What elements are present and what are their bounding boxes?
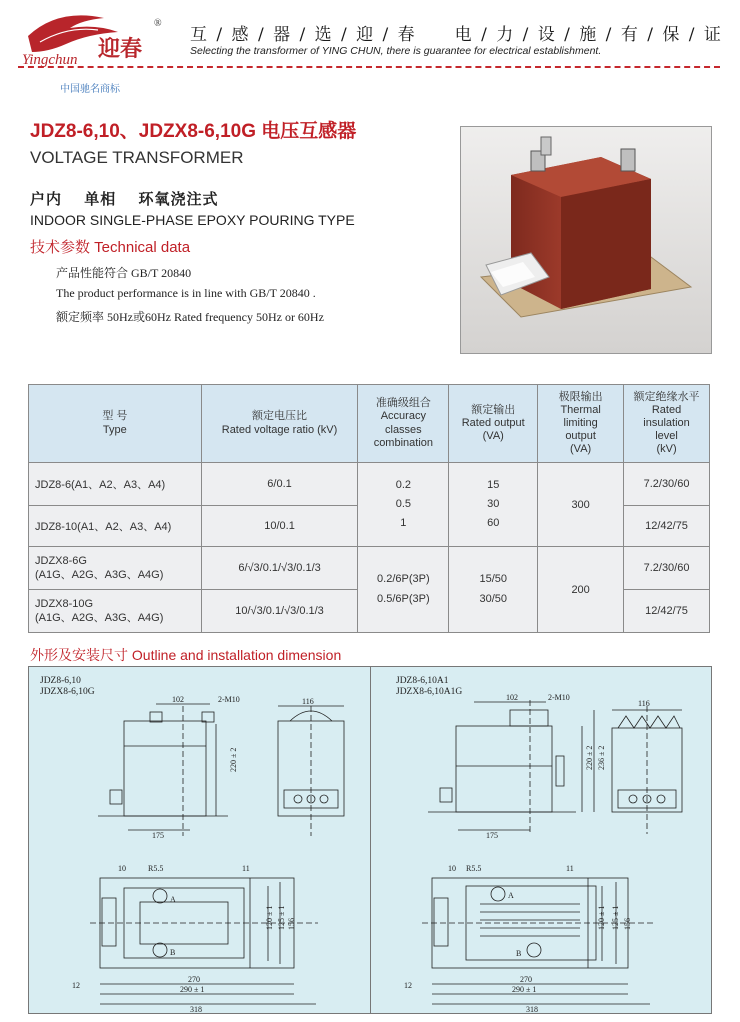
- brand-subtitle: 中国驰名商标: [60, 84, 120, 95]
- right-model-label-2: JDZX8-6,10A1G: [396, 687, 463, 697]
- terminal-a: A: [508, 891, 514, 900]
- dim-125: 125 ± 1: [611, 905, 620, 930]
- table-header-row: [29, 385, 710, 463]
- cell-voltage-ratio: 6/0.1: [201, 463, 358, 506]
- dim-2-m10: 2-M10: [218, 695, 240, 704]
- header-voltage-ratio: 额定电压比 Rated voltage ratio (kV): [201, 385, 358, 463]
- outline-drawing-left: [28, 666, 370, 1014]
- right-model-label-1: JDZ8-6,10A1: [396, 676, 449, 686]
- header-rated-output: 额定输出 Rated output (VA): [449, 385, 538, 463]
- dim-12: 12: [72, 981, 80, 990]
- dim-102: 102: [506, 693, 518, 702]
- product-title-cn: JDZ8-6,10、JDZX8-6,10G 电压互感器: [30, 121, 357, 142]
- dim-156: 156: [623, 918, 632, 930]
- dim-10: 10: [118, 864, 126, 873]
- cell-type: JDZ8-10(A1、A2、A3、A4): [29, 506, 202, 547]
- dim-11: 11: [242, 864, 250, 873]
- dim-318: 318: [526, 1005, 538, 1014]
- cell-type: JDZX8-10G (A1G、A2G、A3G、A4G): [29, 590, 202, 633]
- cell-thermal-output: 300: [538, 463, 624, 547]
- dim-318: 318: [190, 1005, 202, 1014]
- slogan-cn: 互 / 感 / 器 / 选 / 迎 / 春 电 / 力 / 设 / 施 / 有 / 保 / 证: [190, 25, 723, 45]
- front-body: [124, 721, 206, 816]
- product-title-en: VOLTAGE TRANSFORMER: [30, 148, 244, 167]
- dim-290: 290 ± 1: [512, 985, 537, 994]
- cell-thermal-output: 200: [538, 547, 624, 633]
- dim-270: 270: [520, 975, 532, 984]
- dim-120: 120 ± 1: [265, 905, 274, 930]
- cell-insulation-level: 12/42/75: [624, 590, 710, 633]
- dim-120: 120 ± 1: [597, 905, 606, 930]
- terminal-b: B: [170, 948, 176, 957]
- dim-236: 236 ± 2: [597, 745, 606, 770]
- dim-102: 102: [172, 695, 184, 704]
- dim-2-m10: 2-M10: [548, 693, 570, 702]
- cell-voltage-ratio: 6/√3/0.1/√3/0.1/3: [201, 547, 358, 590]
- cell-rated-output: 15 30 60: [449, 463, 538, 547]
- cell-rated-output: 15/50 30/50: [449, 547, 538, 633]
- technical-data-table: [28, 384, 710, 633]
- cell-accuracy: 0.2 0.5 1: [358, 463, 449, 547]
- dim-220: 220 ± 2: [585, 745, 594, 770]
- cell-type: JDZX8-6G (A1G、A2G、A3G、A4G): [29, 547, 202, 590]
- cell-insulation-level: 12/42/75: [624, 506, 710, 547]
- outline-drawing-right: [370, 666, 710, 1014]
- dim-270: 270: [188, 975, 200, 984]
- brand-logo: [18, 6, 168, 74]
- cell-voltage-ratio: 10/0.1: [201, 506, 358, 547]
- dim-116: 116: [302, 697, 314, 706]
- voltage-transformer-photo: [460, 126, 712, 354]
- front-body: [456, 726, 552, 812]
- dimension-heading: 外形及安装尺寸 Outline and installation dimension: [30, 647, 342, 663]
- dim-r5-5: R5.5: [148, 864, 164, 873]
- header-type: 型 号 Type: [29, 385, 202, 463]
- registered-mark: ®: [154, 18, 162, 29]
- dim-11: 11: [566, 864, 574, 873]
- cell-insulation-level: 7.2/30/60: [624, 547, 710, 590]
- left-model-label-2: JDZX8-6,10G: [40, 687, 95, 697]
- dim-290: 290 ± 1: [180, 985, 205, 994]
- brand-name: Yingchun: [22, 52, 78, 68]
- dim-175: 175: [486, 831, 498, 840]
- table-row: [29, 547, 710, 590]
- cell-insulation-level: 7.2/30/60: [624, 463, 710, 506]
- terminal-b: B: [516, 949, 522, 958]
- dim-220: 220 ± 2: [229, 747, 238, 772]
- cell-type: JDZ8-6(A1、A2、A3、A4): [29, 463, 202, 506]
- dim-156: 156: [287, 918, 296, 930]
- header-insulation-level: 额定绝缘水平 Rated insulation level (kV): [624, 385, 710, 463]
- dim-r5-5: R5.5: [466, 864, 482, 873]
- left-model-label-1: JDZ8-6,10: [40, 676, 81, 686]
- perf-line-3: 额定频率 50Hz或60Hz Rated frequency 50Hz or 60Hz: [56, 310, 324, 324]
- terminal-a: A: [170, 895, 176, 904]
- dim-125: 125 ± 1: [277, 905, 286, 930]
- technical-data-heading: 技术参数 Technical data: [30, 239, 191, 256]
- cell-accuracy: 0.2/6P(3P) 0.5/6P(3P): [358, 547, 449, 633]
- header-accuracy: 准确级组合 Accuracy classes combination: [358, 385, 449, 463]
- brand-cn: 迎春: [98, 36, 143, 61]
- header-divider: [18, 66, 720, 68]
- dim-12: 12: [404, 981, 412, 990]
- dim-10: 10: [448, 864, 456, 873]
- perf-line-2: The product performance is in line with GB/T 20840 .: [56, 286, 316, 300]
- product-type-en: INDOOR SINGLE-PHASE EPOXY POURING TYPE: [30, 212, 355, 228]
- product-type-cn: 户内 单相 环氧浇注式: [30, 190, 219, 208]
- header-thermal-output: 极限输出 Thermal limiting output (VA): [538, 385, 624, 463]
- slogan-en: Selecting the transformer of YING CHUN, there is guarantee for electrical establishment.: [190, 45, 602, 57]
- dim-116: 116: [638, 699, 650, 708]
- perf-line-1: 产品性能符合 GB/T 20840: [56, 266, 192, 280]
- cell-voltage-ratio: 10/√3/0.1/√3/0.1/3: [201, 590, 358, 633]
- table-row: [29, 463, 710, 506]
- dim-175: 175: [152, 831, 164, 840]
